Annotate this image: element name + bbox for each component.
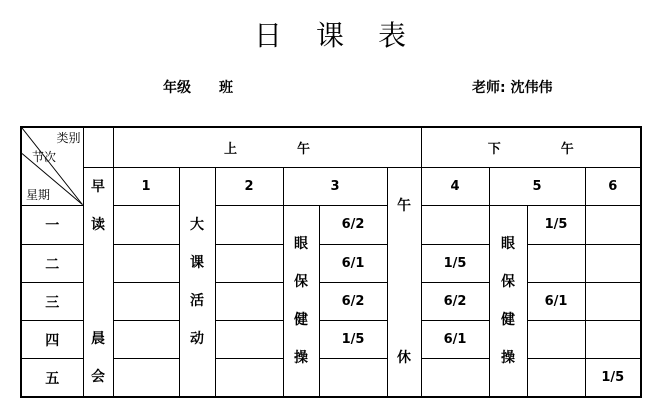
cell xyxy=(319,359,387,397)
blank-header-cell xyxy=(83,127,113,167)
table-row xyxy=(21,205,641,245)
cell: 6/1 xyxy=(421,321,489,359)
eye-exercise-pm-column: 眼 保 健 操 xyxy=(489,205,527,397)
table-row xyxy=(21,359,641,397)
cell xyxy=(113,283,179,321)
cell xyxy=(585,321,641,359)
cell: 6/1 xyxy=(527,283,585,321)
cell xyxy=(113,359,179,397)
morning-reading-column: 早 读 晨 会 xyxy=(83,167,113,397)
cell xyxy=(113,321,179,359)
day-label: 一 xyxy=(21,205,83,245)
day-label: 三 xyxy=(21,283,83,321)
cell: 6/2 xyxy=(421,283,489,321)
cell xyxy=(215,321,283,359)
cell xyxy=(113,245,179,283)
cell: 1/5 xyxy=(527,205,585,245)
cell xyxy=(527,321,585,359)
corner-category-label: 类别 xyxy=(56,131,81,145)
day-label: 四 xyxy=(21,321,83,359)
cell xyxy=(113,205,179,245)
cell xyxy=(585,245,641,283)
table-row xyxy=(21,283,641,321)
cell: 6/2 xyxy=(319,283,387,321)
cell: 1/5 xyxy=(421,245,489,283)
eye-exercise-column: 眼 保 健 操 xyxy=(283,205,319,397)
cell xyxy=(585,205,641,245)
cell: 6/2 xyxy=(319,205,387,245)
grade-label: 年级 xyxy=(163,80,191,96)
page-title: 日课表 xyxy=(253,19,440,52)
noon-break-column: 午 休 xyxy=(387,167,421,397)
grade-class-label xyxy=(163,77,233,97)
cell xyxy=(527,359,585,397)
cell: 6/1 xyxy=(319,245,387,283)
teacher-label: 老师: 沈伟伟 xyxy=(472,80,553,96)
cell xyxy=(527,245,585,283)
cell xyxy=(215,245,283,283)
class-label: 班 xyxy=(219,80,233,96)
morning-session-header: 上 午 xyxy=(113,127,421,167)
table-row xyxy=(21,245,641,283)
cell xyxy=(585,283,641,321)
cell xyxy=(215,359,283,397)
cell xyxy=(421,359,489,397)
period-2-header: 2 xyxy=(215,167,283,205)
cell: 1/5 xyxy=(319,321,387,359)
corner-weekday-label: 星期 xyxy=(26,188,51,202)
big-break-column: 大 课 活 动 xyxy=(179,167,215,397)
period-5-header: 5 xyxy=(489,167,585,205)
cell: 1/5 xyxy=(585,359,641,397)
period-3-header: 3 xyxy=(283,167,387,205)
afternoon-session-header: 下 午 xyxy=(421,127,641,167)
table-row xyxy=(21,321,641,359)
period-6-header: 6 xyxy=(585,167,641,205)
schedule-table xyxy=(20,126,642,398)
cell xyxy=(215,283,283,321)
corner-section-label: 节次 xyxy=(32,150,57,164)
day-label: 二 xyxy=(21,245,83,283)
corner-header xyxy=(21,127,83,205)
day-label: 五 xyxy=(21,359,83,397)
period-1-header: 1 xyxy=(113,167,179,205)
cell xyxy=(421,205,489,245)
cell xyxy=(215,205,283,245)
period-4-header: 4 xyxy=(421,167,489,205)
